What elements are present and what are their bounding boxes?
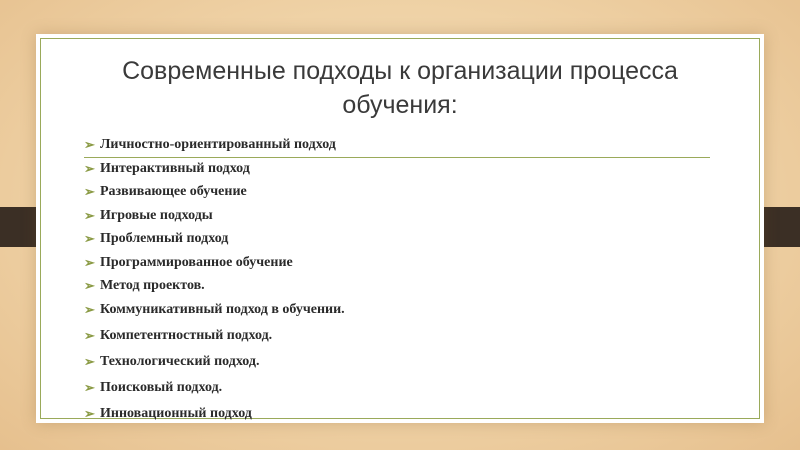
list-item — [84, 326, 345, 352]
list-item-text: Коммуникативный подход в обучении. — [100, 301, 345, 317]
list-item — [84, 206, 345, 230]
list-item — [84, 159, 345, 183]
list-item-text: Развивающее обучение — [100, 184, 247, 199]
arrow-bullet-icon: ➢ — [84, 137, 95, 152]
list-item — [84, 352, 345, 378]
list-item-text: Метод проектов. — [100, 278, 205, 293]
list-item-text: Проблемный подход — [100, 231, 229, 246]
arrow-bullet-icon: ➢ — [84, 301, 95, 317]
left-decor-tab — [0, 207, 36, 247]
right-decor-tab — [764, 207, 800, 247]
list-item-text: Программированное обучение — [100, 254, 293, 270]
list-item — [84, 135, 345, 159]
arrow-bullet-icon: ➢ — [84, 327, 95, 343]
arrow-bullet-icon: ➢ — [84, 278, 95, 293]
list-item — [84, 378, 345, 404]
approaches-list — [84, 135, 345, 427]
list-item — [84, 300, 345, 326]
list-item — [84, 276, 345, 300]
list-item-text: Компетентностный подход. — [100, 327, 273, 343]
arrow-bullet-icon: ➢ — [84, 379, 95, 395]
slide-title: Современные подходы к организации процесса обучения: — [122, 57, 678, 119]
list-item-text: Игровые подходы — [100, 207, 213, 223]
arrow-bullet-icon: ➢ — [84, 254, 95, 270]
arrow-bullet-icon: ➢ — [84, 405, 95, 421]
list-item-text: Технологический подход. — [100, 353, 260, 369]
arrow-bullet-icon: ➢ — [84, 207, 95, 223]
list-item — [84, 182, 345, 206]
list-item-text: Поисковый подход. — [100, 379, 223, 395]
list-item — [84, 253, 345, 277]
arrow-bullet-icon: ➢ — [84, 353, 95, 369]
list-item — [84, 229, 345, 253]
list-item — [84, 404, 345, 428]
arrow-bullet-icon: ➢ — [84, 184, 95, 199]
slide-card — [36, 34, 764, 423]
arrow-bullet-icon: ➢ — [84, 231, 95, 246]
list-item-text: Интерактивный подход — [100, 160, 250, 176]
list-item-text: Личностно-ориентированный подход — [100, 137, 336, 152]
arrow-bullet-icon: ➢ — [84, 160, 95, 176]
list-item-text: Инновационный подход — [100, 405, 252, 421]
